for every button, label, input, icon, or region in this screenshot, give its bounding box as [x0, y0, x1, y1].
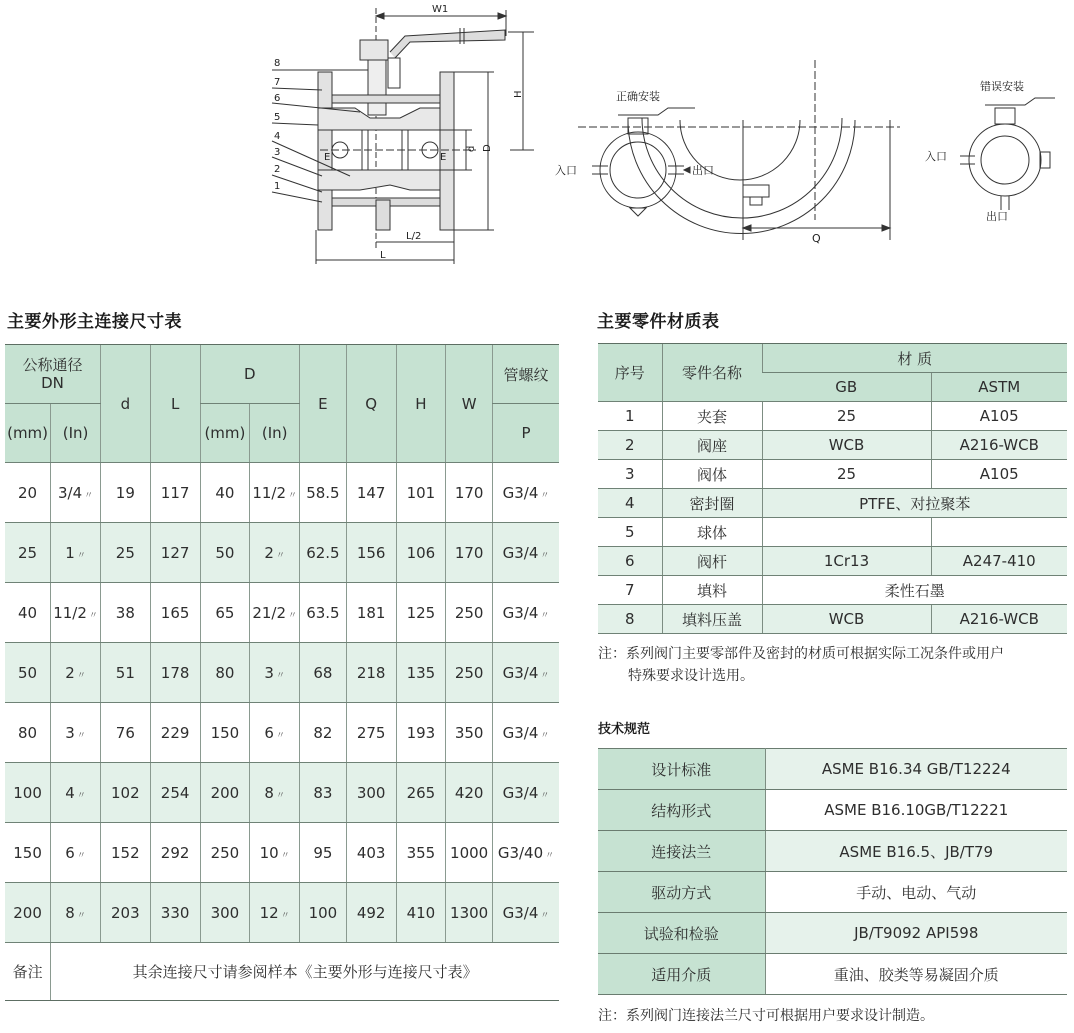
cell-gb: 1Cr13	[762, 547, 931, 576]
cell-p: G3/4 〃	[492, 463, 559, 523]
svg-text:6: 6	[274, 93, 281, 104]
table-row	[5, 583, 559, 643]
cell-h: 125	[396, 583, 446, 643]
svg-text:Q: Q	[812, 232, 821, 245]
cell-q: 181	[346, 583, 396, 643]
svg-text:3: 3	[274, 147, 281, 158]
cell-d-mm: 200	[200, 763, 250, 823]
header-dn-in: (In)	[51, 404, 101, 463]
cell-q: 300	[346, 763, 396, 823]
spec-key: 驱动方式	[598, 872, 765, 913]
cell-e: 63.5	[300, 583, 347, 643]
svg-text:L/2: L/2	[406, 231, 422, 242]
cell-dn-in: 3 〃	[51, 703, 101, 763]
cell-gb: 25	[762, 402, 931, 431]
spec-value: ASME B16.34 GB/T12224	[765, 749, 1067, 790]
cell-dn-mm: 50	[5, 643, 51, 703]
cell-d-in: 8 〃	[250, 763, 300, 823]
inch-mark: 〃	[88, 610, 98, 621]
cell-no: 8	[598, 605, 662, 634]
table-row	[598, 576, 1067, 605]
cell-d-in: 11/2 〃	[250, 463, 300, 523]
cell-q: 275	[346, 703, 396, 763]
cell-dn-in: 4 〃	[51, 763, 101, 823]
cell-dn-in: 1 〃	[51, 523, 101, 583]
cell-dn-mm: 20	[5, 463, 51, 523]
cell-w: 420	[446, 763, 493, 823]
cell-h: 410	[396, 883, 446, 943]
spec-key: 结构形式	[598, 790, 765, 831]
table-row	[5, 823, 559, 883]
spec-row	[598, 831, 1067, 872]
materials-note: 注：系列阀门主要零部件及密封的材质可根据实际工况条件或用户 特殊要求设计选用。	[598, 646, 1004, 684]
spec-row	[598, 749, 1067, 790]
table-row	[598, 547, 1067, 576]
cell-w: 170	[446, 523, 493, 583]
cell-h: 265	[396, 763, 446, 823]
cell-e: 82	[300, 703, 347, 763]
cell-name: 阀杆	[662, 547, 762, 576]
cell-w: 350	[446, 703, 493, 763]
svg-text:5: 5	[274, 112, 281, 123]
header-D-in: (In)	[250, 404, 300, 463]
cell-no: 3	[598, 460, 662, 489]
inch-mark: 〃	[76, 850, 86, 861]
svg-text:E: E	[440, 152, 447, 163]
remark-label: 备注	[5, 943, 51, 1001]
cell-e: 83	[300, 763, 347, 823]
cell-l: 229	[150, 703, 200, 763]
inch-mark: 〃	[275, 550, 285, 561]
inch-mark: 〃	[540, 610, 550, 621]
spec-key: 设计标准	[598, 749, 765, 790]
cell-name: 球体	[662, 518, 762, 547]
cell-h: 101	[396, 463, 446, 523]
spec-table	[598, 748, 1067, 995]
header-q: Q	[346, 345, 396, 463]
header-dn: 公称通径 DN	[5, 345, 100, 404]
cell-dn-in: 6 〃	[51, 823, 101, 883]
spec-row	[598, 913, 1067, 954]
svg-text:8: 8	[274, 58, 281, 69]
cell-astm: A105	[931, 402, 1067, 431]
cell-d-mm: 150	[200, 703, 250, 763]
cell-no: 7	[598, 576, 662, 605]
header-p: P	[492, 404, 559, 463]
svg-text:1: 1	[274, 181, 281, 192]
table-row	[5, 643, 559, 703]
table-row	[598, 518, 1067, 547]
cell-no: 2	[598, 431, 662, 460]
table-row	[5, 763, 559, 823]
svg-text:入口: 入口	[555, 164, 577, 177]
cell-h: 135	[396, 643, 446, 703]
cell-name: 填料压盖	[662, 605, 762, 634]
svg-text:7: 7	[274, 77, 281, 88]
table-row	[5, 883, 559, 943]
dimensions-table-title: 主要外形主连接尺寸表	[7, 312, 182, 332]
cell-q: 218	[346, 643, 396, 703]
svg-text:出口: 出口	[692, 164, 714, 177]
inch-mark: 〃	[540, 550, 550, 561]
cell-l: 127	[150, 523, 200, 583]
inch-mark: 〃	[76, 670, 86, 681]
cell-l: 165	[150, 583, 200, 643]
inch-mark: 〃	[275, 670, 285, 681]
valve-section-drawing	[260, 0, 560, 270]
header-w: W	[446, 345, 493, 463]
cell-gb	[762, 518, 931, 547]
cell-d: 38	[100, 583, 150, 643]
cell-astm: A216-WCB	[931, 431, 1067, 460]
cell-d: 152	[100, 823, 150, 883]
cell-q: 147	[346, 463, 396, 523]
cell-w: 1000	[446, 823, 493, 883]
spec-row	[598, 790, 1067, 831]
svg-text:E: E	[324, 152, 331, 163]
cell-e: 62.5	[300, 523, 347, 583]
cell-d-mm: 50	[200, 523, 250, 583]
cell-d: 76	[100, 703, 150, 763]
table-row	[598, 431, 1067, 460]
inch-mark: 〃	[76, 910, 86, 921]
cell-p: G3/4 〃	[492, 643, 559, 703]
cell-q: 403	[346, 823, 396, 883]
spec-key: 适用介质	[598, 954, 765, 995]
materials-header-row	[598, 344, 1067, 373]
spec-key: 试验和检验	[598, 913, 765, 954]
table-row	[5, 463, 559, 523]
cell-dn-in: 2 〃	[51, 643, 101, 703]
inch-mark: 〃	[275, 730, 285, 741]
spec-value: 手动、电动、气动	[765, 872, 1067, 913]
table-row	[598, 489, 1067, 518]
spec-row	[598, 954, 1067, 995]
svg-text:正确安装: 正确安装	[616, 90, 660, 103]
cell-dn-mm: 100	[5, 763, 51, 823]
cell-w: 250	[446, 643, 493, 703]
header-astm: ASTM	[931, 373, 1067, 402]
cell-gb: 25	[762, 460, 931, 489]
inch-mark: 〃	[76, 790, 86, 801]
spec-row	[598, 872, 1067, 913]
cell-astm: A216-WCB	[931, 605, 1067, 634]
cell-name: 密封圈	[662, 489, 762, 518]
cell-d-in: 3 〃	[250, 643, 300, 703]
header-l: L	[150, 345, 200, 463]
header-h: H	[396, 345, 446, 463]
header-d: d	[100, 345, 150, 463]
cell-no: 5	[598, 518, 662, 547]
cell-dn-in: 8 〃	[51, 883, 101, 943]
inch-mark: 〃	[545, 850, 555, 861]
cell-h: 106	[396, 523, 446, 583]
cell-astm: A105	[931, 460, 1067, 489]
svg-text:L: L	[380, 250, 386, 261]
table-row	[598, 402, 1067, 431]
inch-mark: 〃	[280, 910, 290, 921]
svg-text:错误安装: 错误安装	[980, 80, 1024, 93]
inch-mark: 〃	[76, 550, 86, 561]
cell-astm	[931, 518, 1067, 547]
spec-value: ASME B16.5、JB/T79	[765, 831, 1067, 872]
cell-d-mm: 40	[200, 463, 250, 523]
cell-d-in: 10 〃	[250, 823, 300, 883]
cell-gb: WCB	[762, 605, 931, 634]
cell-h: 355	[396, 823, 446, 883]
spec-value: JB/T9092 API598	[765, 913, 1067, 954]
table-row	[5, 703, 559, 763]
spec-table-title: 技术规范	[598, 722, 651, 737]
cell-e: 68	[300, 643, 347, 703]
cell-q: 492	[346, 883, 396, 943]
header-D-mm: (mm)	[200, 404, 250, 463]
header-gb: GB	[762, 373, 931, 402]
cell-dn-in: 3/4 〃	[51, 463, 101, 523]
cell-w: 250	[446, 583, 493, 643]
cell-p: G3/40 〃	[492, 823, 559, 883]
svg-text:d: d	[466, 145, 477, 152]
cell-d: 51	[100, 643, 150, 703]
spec-note: 注：系列阀门连接法兰尺寸可根据用户要求设计制造。	[598, 1008, 934, 1024]
svg-text:入口: 入口	[925, 150, 947, 163]
svg-text:H: H	[513, 90, 524, 98]
cell-dn-mm: 25	[5, 523, 51, 583]
cell-d-in: 6 〃	[250, 703, 300, 763]
svg-text:W1: W1	[432, 4, 449, 15]
svg-text:出口: 出口	[986, 210, 1008, 223]
cell-p: G3/4 〃	[492, 703, 559, 763]
cell-dn-mm: 80	[5, 703, 51, 763]
svg-text:4: 4	[274, 131, 281, 142]
cell-p: G3/4 〃	[492, 583, 559, 643]
cell-d-mm: 300	[200, 883, 250, 943]
cell-merged: 柔性石墨	[762, 576, 1067, 605]
table-row	[598, 460, 1067, 489]
inch-mark: 〃	[540, 670, 550, 681]
spec-value: 重油、胶类等易凝固介质	[765, 954, 1067, 995]
inch-mark: 〃	[280, 850, 290, 861]
cell-name: 阀座	[662, 431, 762, 460]
inch-mark: 〃	[540, 490, 550, 501]
header-row	[5, 345, 559, 404]
inch-mark: 〃	[540, 730, 550, 741]
cell-d-in: 2 〃	[250, 523, 300, 583]
cell-l: 178	[150, 643, 200, 703]
cell-dn-mm: 40	[5, 583, 51, 643]
cell-h: 193	[396, 703, 446, 763]
cell-l: 254	[150, 763, 200, 823]
cell-w: 1300	[446, 883, 493, 943]
inch-mark: 〃	[540, 910, 550, 921]
cell-w: 170	[446, 463, 493, 523]
header-e: E	[300, 345, 347, 463]
svg-text:2: 2	[274, 164, 281, 175]
cell-p: G3/4 〃	[492, 523, 559, 583]
inch-mark: 〃	[76, 730, 86, 741]
inch-mark: 〃	[288, 610, 298, 621]
materials-table	[598, 343, 1067, 634]
inch-mark: 〃	[288, 490, 298, 501]
remark-row	[5, 943, 559, 1001]
inch-mark: 〃	[540, 790, 550, 801]
cell-name: 阀体	[662, 460, 762, 489]
header-no: 序号	[598, 344, 662, 402]
cell-no: 1	[598, 402, 662, 431]
cell-e: 95	[300, 823, 347, 883]
cell-p: G3/4 〃	[492, 883, 559, 943]
cell-no: 6	[598, 547, 662, 576]
cell-l: 292	[150, 823, 200, 883]
cell-dn-mm: 200	[5, 883, 51, 943]
cell-gb: WCB	[762, 431, 931, 460]
cell-dn-in: 11/2 〃	[51, 583, 101, 643]
dimensions-table	[5, 344, 559, 1001]
cell-astm: A247-410	[931, 547, 1067, 576]
cell-q: 156	[346, 523, 396, 583]
cell-d: 25	[100, 523, 150, 583]
cell-name: 填料	[662, 576, 762, 605]
table-row	[598, 605, 1067, 634]
cell-e: 58.5	[300, 463, 347, 523]
cell-d-in: 21/2 〃	[250, 583, 300, 643]
cell-d-in: 12 〃	[250, 883, 300, 943]
install-orientation-drawing	[550, 60, 1074, 250]
cell-e: 100	[300, 883, 347, 943]
cell-l: 330	[150, 883, 200, 943]
inch-mark: 〃	[275, 790, 285, 801]
remark-text: 其余连接尺寸请参阅样本《主要外形与连接尺寸表》	[51, 943, 559, 1001]
cell-d: 203	[100, 883, 150, 943]
header-thread: 管螺纹	[492, 345, 559, 404]
cell-merged: PTFE、对拉聚苯	[762, 489, 1067, 518]
table-row	[5, 523, 559, 583]
cell-p: G3/4 〃	[492, 763, 559, 823]
cell-d: 102	[100, 763, 150, 823]
materials-table-title: 主要零件材质表	[597, 312, 720, 332]
header-material: 材 质	[762, 344, 1067, 373]
inch-mark: 〃	[84, 490, 94, 501]
cell-d: 19	[100, 463, 150, 523]
cell-d-mm: 65	[200, 583, 250, 643]
cell-d-mm: 250	[200, 823, 250, 883]
cell-dn-mm: 150	[5, 823, 51, 883]
header-dn-mm: (mm)	[5, 404, 51, 463]
header-D: D	[200, 345, 300, 404]
header-part-name: 零件名称	[662, 344, 762, 402]
cell-l: 117	[150, 463, 200, 523]
cell-d-mm: 80	[200, 643, 250, 703]
cell-no: 4	[598, 489, 662, 518]
spec-key: 连接法兰	[598, 831, 765, 872]
cell-name: 夹套	[662, 402, 762, 431]
svg-text:D: D	[482, 144, 493, 152]
spec-value: ASME B16.10GB/T12221	[765, 790, 1067, 831]
